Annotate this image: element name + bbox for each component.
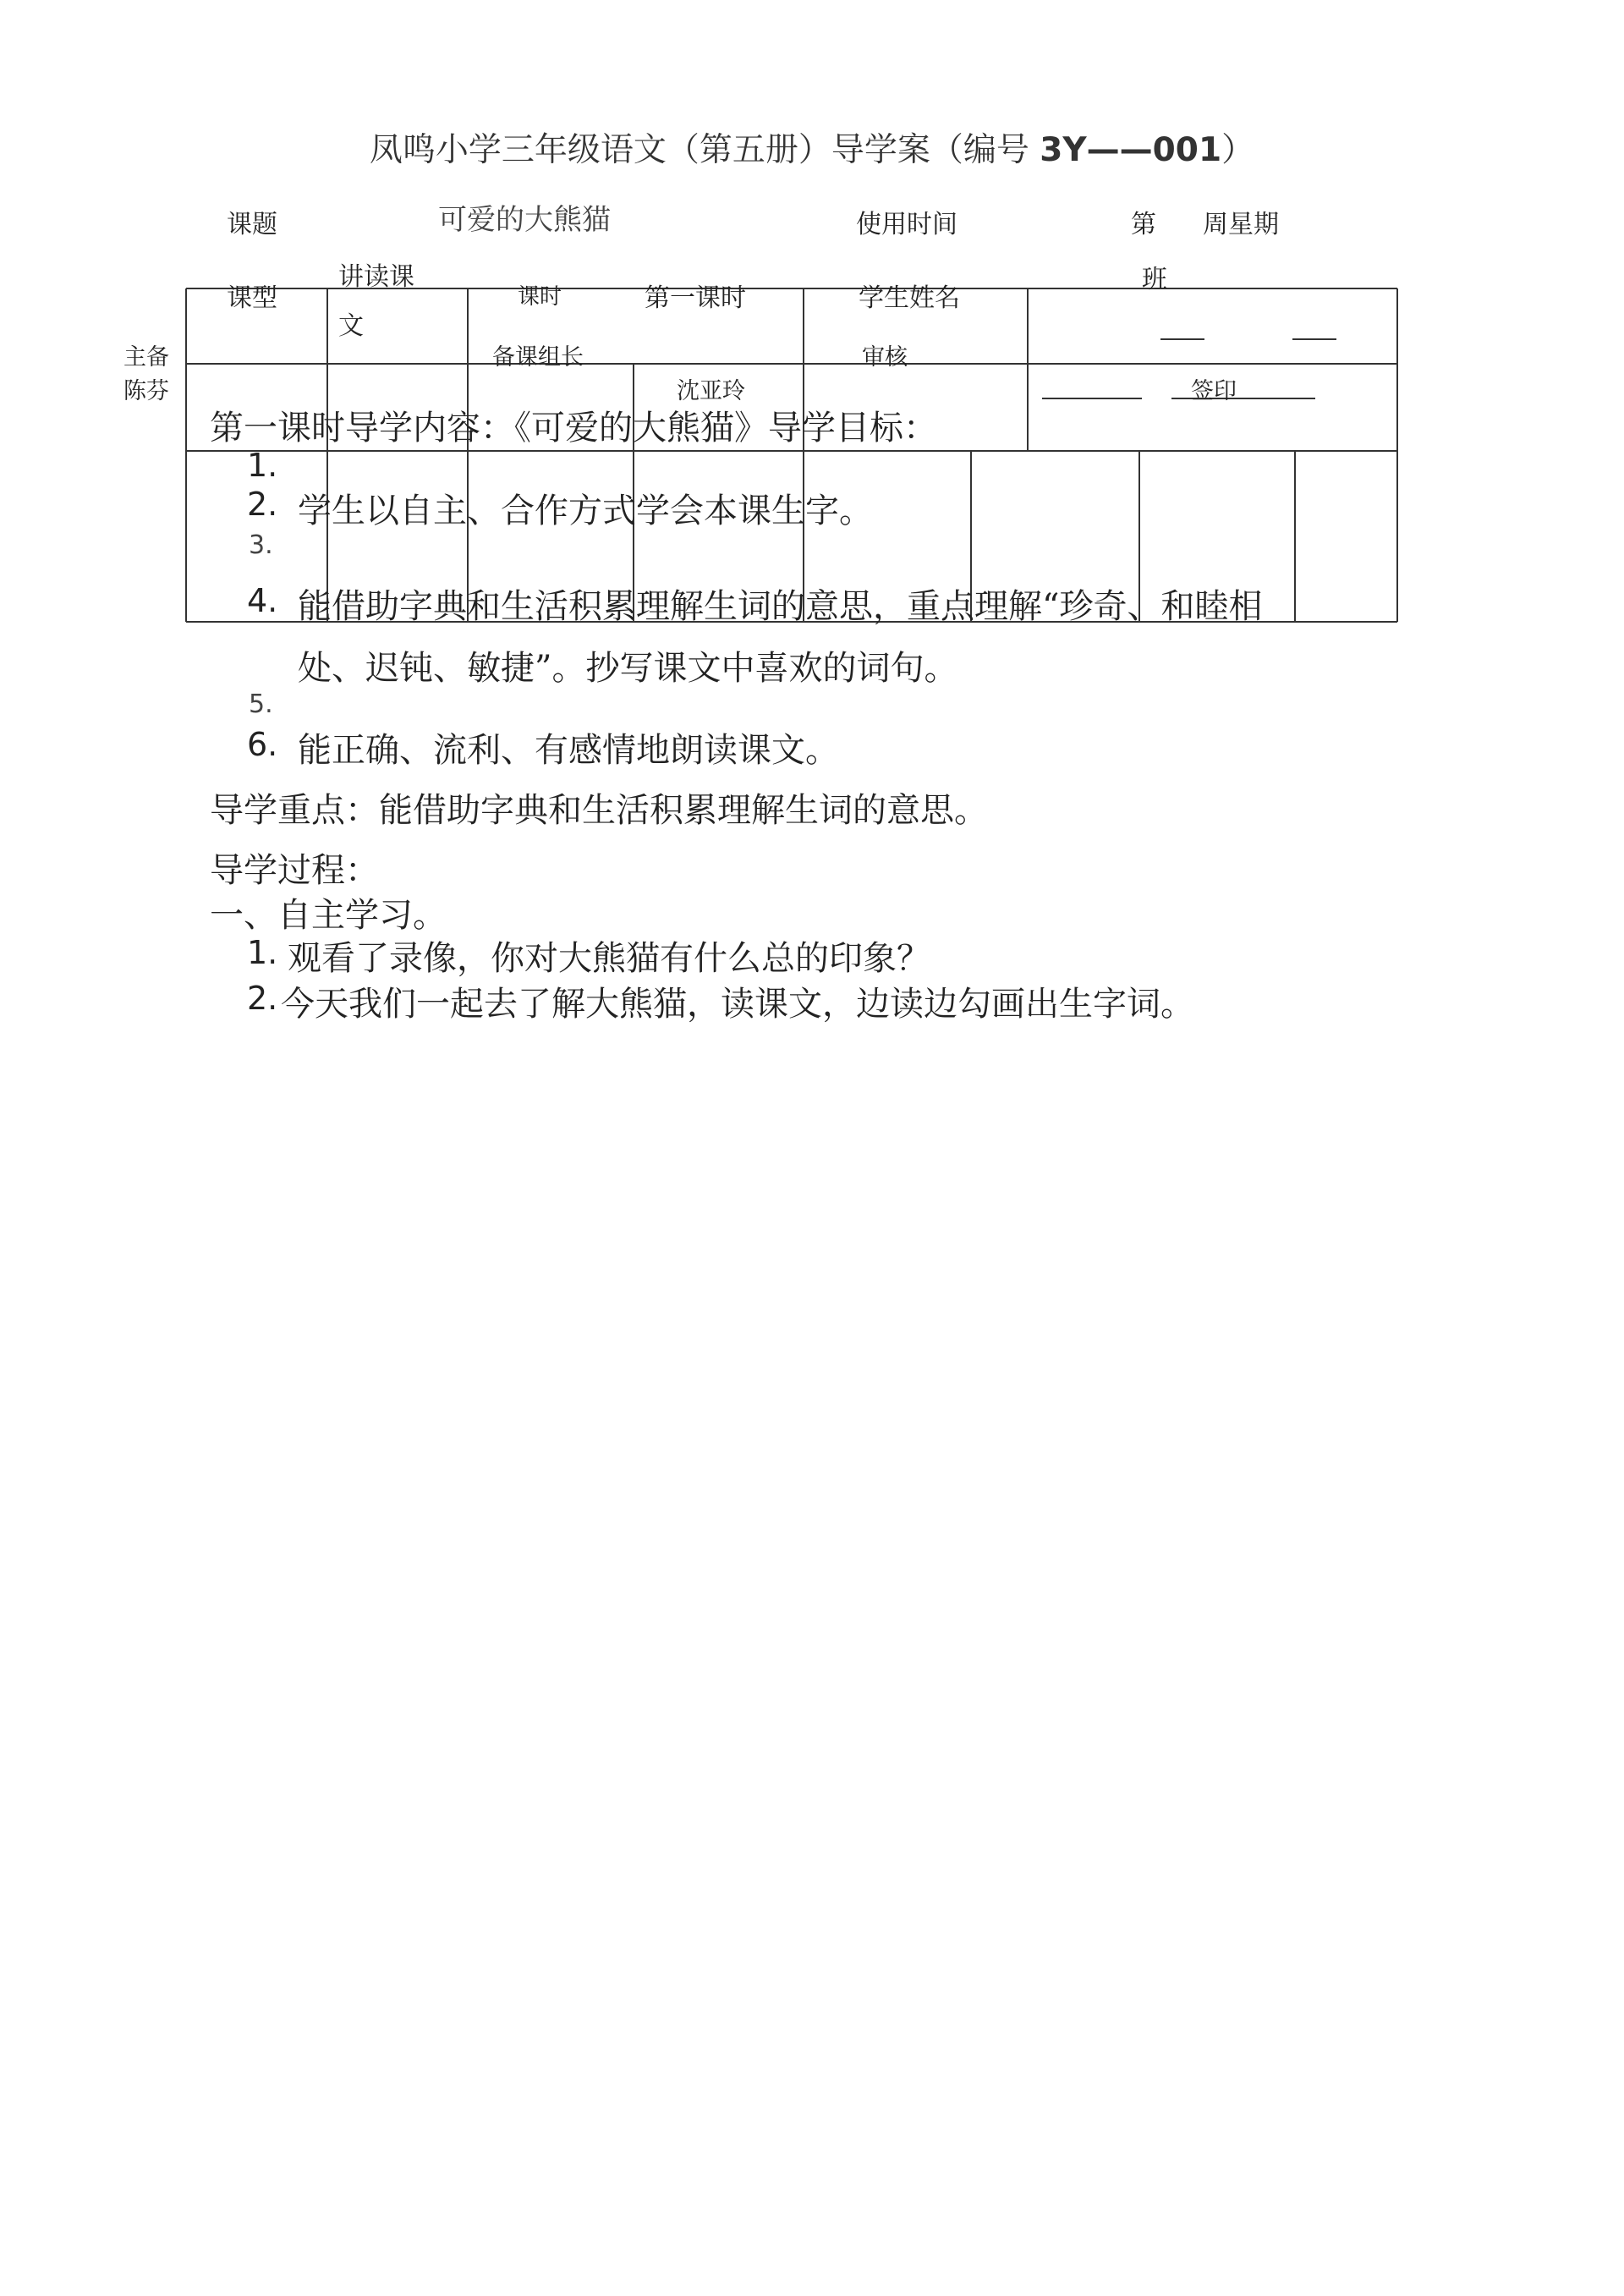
goal-number: 3. [249, 530, 273, 560]
goal-number: 6. [247, 726, 278, 763]
goal-number: 1. [247, 447, 278, 484]
type-label: 课型 [227, 283, 277, 313]
step-number: 2. [247, 980, 278, 1017]
prep-name: 陈芬 [123, 378, 169, 404]
sign-label: 签印 [1191, 378, 1237, 404]
group-leader-label: 备课组长 [492, 344, 584, 371]
goal-number: 2. [247, 486, 278, 523]
process-label: 导学过程： [210, 851, 379, 890]
period-label: 课时 [518, 284, 562, 310]
group-leader-name: 沈亚玲 [677, 378, 745, 404]
period-value: 第一课时 [645, 283, 746, 313]
type-value-1: 讲读课 [338, 262, 414, 292]
key-point: 导学重点：能借助字典和生活积累理解生词的意思。 [210, 791, 988, 830]
step-number: 1. [247, 934, 278, 971]
goal-text-continued: 处、迟钝、敏捷”。抄写课文中喜欢的词句。 [298, 649, 958, 688]
type-value-2: 文 [338, 311, 364, 341]
goal-text: 能借助字典和生活积累理解生词的意思，重点理解“珍奇、和睦相 [298, 587, 1263, 626]
topic-value: 可爱的大熊猫 [438, 203, 611, 237]
section-heading: 一、自主学习。 [210, 896, 447, 935]
lesson-intro: 第一课时导学内容：《可爱的大熊猫》导学目标： [210, 409, 937, 448]
step-text: 今天我们一起去了解大熊猫，读课文，边读边勾画出生字词。 [281, 985, 1194, 1024]
class-label: 班 [1142, 265, 1167, 294]
goal-number: 4. [247, 582, 278, 619]
goal-text: 能正确、流利、有感情地朗读课文。 [298, 731, 839, 770]
document-title: 凤鸣小学三年级语文（第五册）导学案（编号 3Y——001） [369, 131, 1255, 169]
week-label: 第 [1131, 210, 1156, 239]
goal-number: 5. [249, 689, 273, 719]
use-time-label: 使用时间 [856, 210, 957, 239]
topic-label: 课题 [227, 210, 277, 239]
prep-label: 主备 [123, 344, 169, 371]
student-name-label: 学生姓名 [859, 283, 960, 313]
step-text: 观看了录像，你对大熊猫有什么总的印象？ [288, 939, 930, 978]
review-label: 审核 [862, 344, 908, 371]
weekday-label: 周星期 [1203, 210, 1279, 239]
goal-text: 学生以自主、合作方式学会本课生字。 [298, 492, 873, 530]
